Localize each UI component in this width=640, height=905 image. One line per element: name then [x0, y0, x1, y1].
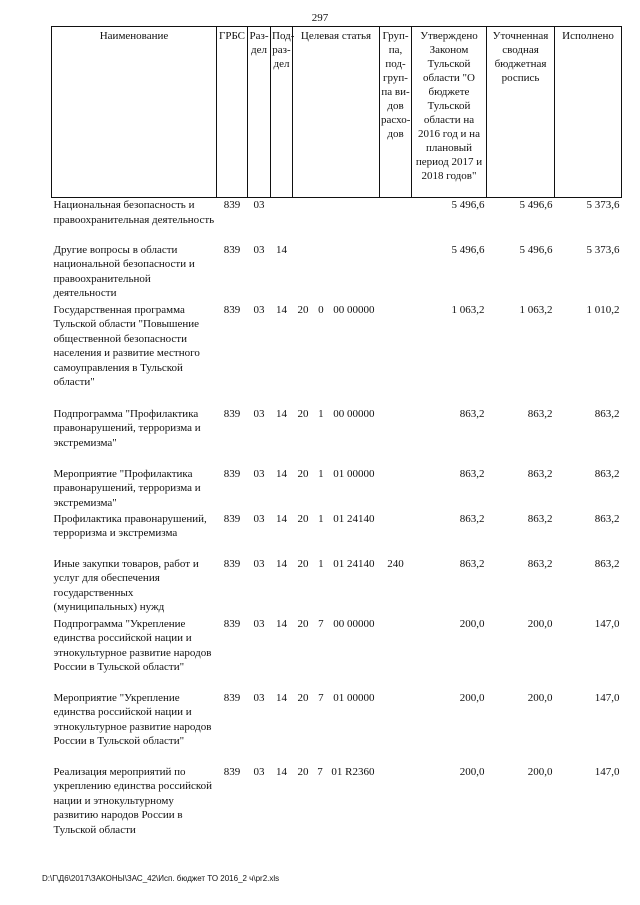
cs-program: 20 — [297, 765, 309, 778]
cs-program: 20 — [297, 303, 309, 316]
row-name: Реализация мероприятий по укреплению единства российской нации и этнокультурному развитию народов России в Тульской области — [53, 765, 213, 836]
row-utv: 863,2 — [459, 512, 485, 525]
row-utoch: 200,0 — [527, 691, 553, 704]
row-ispoln: 5 373,6 — [586, 243, 620, 256]
row-utoch: 863,2 — [527, 557, 553, 570]
footer-file-path: D:\Г\Д6\2017\ЗАКОНЫ\ЗАС_42\Исп. бюджет ТО 2016_2 ч\pr2.xls — [42, 874, 280, 883]
row-utv: 5 496,6 — [451, 199, 485, 211]
row-name: Другие вопросы в области национальной безопасности и правоохранительной деятельности — [53, 243, 195, 299]
header-utoch: Уточненная сводная бюджетная роспись — [487, 27, 555, 198]
cs-code: 00 00000 — [333, 303, 375, 316]
row-utv: 863,2 — [459, 467, 485, 480]
row-ispoln: 147,0 — [594, 691, 620, 704]
row-grbs: 839 — [223, 303, 241, 316]
row-ispoln: 863,2 — [594, 407, 620, 420]
row-vid — [380, 198, 412, 243]
row-name: Государственная программа Тульской области "Повышение общественной безопасности населения и развитие местного самоуправления в Тульской области" — [53, 303, 200, 388]
cs-code: 00 00000 — [333, 617, 375, 630]
row-utoch: 863,2 — [527, 467, 553, 480]
row-utv: 863,2 — [459, 557, 485, 570]
row-podrazdel: 14 — [276, 303, 287, 316]
row-vid — [380, 407, 412, 467]
table-row — [52, 303, 622, 407]
cs-code: 01 24140 — [333, 557, 375, 570]
cs-subprogram: 0 — [318, 303, 324, 316]
page-number: 297 — [311, 12, 329, 24]
cs-subprogram: 1 — [318, 407, 324, 420]
row-utv: 200,0 — [459, 617, 485, 630]
row-name: Подпрограмма "Укрепление единства российской нации и этнокультурное развитие народов России в Тульской области" — [53, 617, 212, 673]
row-name: Подпрограмма "Профилактика правонарушений, терроризма и экстремизма" — [53, 407, 201, 449]
row-name: Иные закупки товаров, работ и услуг для обеспечения государственных (муниципальных) нужд — [53, 557, 199, 613]
row-celevaya — [293, 617, 380, 691]
cs-subprogram: 1 — [318, 467, 324, 480]
row-ispoln: 147,0 — [594, 765, 620, 778]
row-ispoln: 5 373,6 — [586, 199, 620, 211]
header-grbs: ГРБС — [217, 27, 248, 198]
row-vid — [380, 512, 412, 557]
row-razdel: 03 — [253, 467, 265, 480]
table-row — [52, 691, 622, 765]
row-ispoln: 1 010,2 — [586, 303, 620, 316]
table-row — [52, 243, 622, 303]
cs-subprogram: 1 — [318, 512, 324, 525]
row-razdel: 03 — [253, 765, 265, 778]
row-utoch: 200,0 — [527, 765, 553, 778]
row-razdel: 03 — [253, 243, 265, 256]
row-razdel: 03 — [253, 512, 265, 525]
row-name: Мероприятие "Укрепление единства российской нации и этнокультурное развитие народов России в Тульской области" — [53, 691, 212, 747]
row-podrazdel: 14 — [276, 691, 287, 704]
table-row — [52, 407, 622, 467]
cs-code: 00 00000 — [333, 407, 375, 420]
row-grbs: 839 — [223, 407, 241, 420]
row-podrazdel: 14 — [276, 467, 287, 480]
row-grbs: 839 — [223, 467, 241, 480]
cs-program: 20 — [297, 557, 309, 570]
row-ispoln: 147,0 — [594, 617, 620, 630]
row-utoch: 200,0 — [527, 617, 553, 630]
row-utoch: 1 063,2 — [519, 303, 553, 316]
row-celevaya — [293, 303, 380, 407]
row-grbs: 839 — [223, 512, 241, 525]
cs-code: 01 24140 — [333, 512, 375, 525]
row-name: Профилактика правонарушений, терроризма и экстремизма — [53, 512, 207, 539]
row-razdel: 03 — [253, 407, 265, 420]
header-utv: Утверждено Законом Тульской области "О бюджете Тульской области на 2016 год и на плановый период 2017 и 2018 годов" — [412, 27, 487, 198]
row-podrazdel: 14 — [276, 512, 287, 525]
row-vid: 240 — [387, 557, 404, 570]
row-celevaya — [293, 198, 380, 243]
row-vid — [380, 467, 412, 512]
cs-subprogram: 7 — [318, 691, 324, 704]
header-name: Наименование — [52, 27, 217, 198]
row-grbs: 839 — [223, 243, 241, 256]
row-podrazdel: 14 — [276, 765, 287, 778]
row-vid — [380, 243, 412, 303]
row-utv: 863,2 — [459, 407, 485, 420]
row-utv: 200,0 — [459, 691, 485, 704]
row-vid — [380, 691, 412, 765]
budget-table — [51, 26, 622, 855]
header-ispoln: Исполнено — [555, 27, 622, 198]
row-razdel: 03 — [253, 199, 265, 211]
table-row — [52, 765, 622, 855]
table-row — [52, 617, 622, 691]
row-utoch: 863,2 — [527, 407, 553, 420]
row-utoch: 5 496,6 — [519, 243, 553, 256]
row-podrazdel: 14 — [276, 407, 287, 420]
row-vid — [380, 617, 412, 691]
table-row — [52, 467, 622, 512]
row-utoch: 5 496,6 — [519, 199, 553, 211]
row-grbs: 839 — [223, 557, 241, 570]
row-name: Мероприятие "Профилактика правонарушений, терроризма и экстремизма" — [53, 467, 201, 509]
row-grbs: 839 — [223, 765, 241, 778]
cs-program: 20 — [297, 467, 309, 480]
cs-program: 20 — [297, 407, 309, 420]
row-utv: 1 063,2 — [451, 303, 485, 316]
row-vid — [380, 303, 412, 407]
row-celevaya — [293, 467, 380, 512]
cs-code: 01 00000 — [333, 691, 375, 704]
row-grbs: 839 — [223, 617, 241, 630]
row-podrazdel — [271, 198, 293, 243]
row-celevaya — [293, 407, 380, 467]
header-celevaya: Целевая статья — [293, 27, 380, 198]
row-grbs: 839 — [223, 199, 241, 211]
cs-subprogram: 7 — [317, 765, 323, 778]
row-celevaya — [293, 691, 380, 765]
cs-program: 20 — [297, 512, 309, 525]
row-razdel: 03 — [253, 617, 265, 630]
row-celevaya — [293, 765, 380, 855]
row-podrazdel: 14 — [276, 617, 287, 630]
row-name: Национальная безопасность и правоохранительная деятельность — [53, 199, 215, 226]
row-grbs: 839 — [223, 691, 241, 704]
row-celevaya — [293, 243, 380, 303]
cs-program: 20 — [297, 691, 309, 704]
cs-subprogram: 1 — [318, 557, 324, 570]
cs-subprogram: 7 — [318, 617, 324, 630]
table-row — [52, 557, 622, 617]
row-ispoln: 863,2 — [594, 512, 620, 525]
row-razdel: 03 — [253, 303, 265, 316]
header-razdel: Раз- дел — [248, 27, 271, 198]
table-row — [52, 198, 622, 243]
header-podrazdel: Под- раз- дел — [271, 27, 293, 198]
row-celevaya — [293, 557, 380, 617]
cs-code: 01 00000 — [333, 467, 375, 480]
cs-code: 01 R2360 — [331, 765, 375, 778]
row-vid — [380, 765, 412, 855]
row-utv: 5 496,6 — [451, 243, 485, 256]
row-ispoln: 863,2 — [594, 467, 620, 480]
row-ispoln: 863,2 — [594, 557, 620, 570]
row-podrazdel: 14 — [276, 243, 287, 256]
table-row — [52, 512, 622, 557]
header-row — [52, 27, 622, 198]
header-vid: Груп- па, под- груп- па ви- дов расхо- дов — [380, 27, 412, 198]
row-razdel: 03 — [253, 557, 265, 570]
row-utoch: 863,2 — [527, 512, 553, 525]
row-utv: 200,0 — [459, 765, 485, 778]
row-celevaya — [293, 512, 380, 557]
row-podrazdel: 14 — [276, 557, 287, 570]
cs-program: 20 — [297, 617, 309, 630]
row-razdel: 03 — [253, 691, 265, 704]
